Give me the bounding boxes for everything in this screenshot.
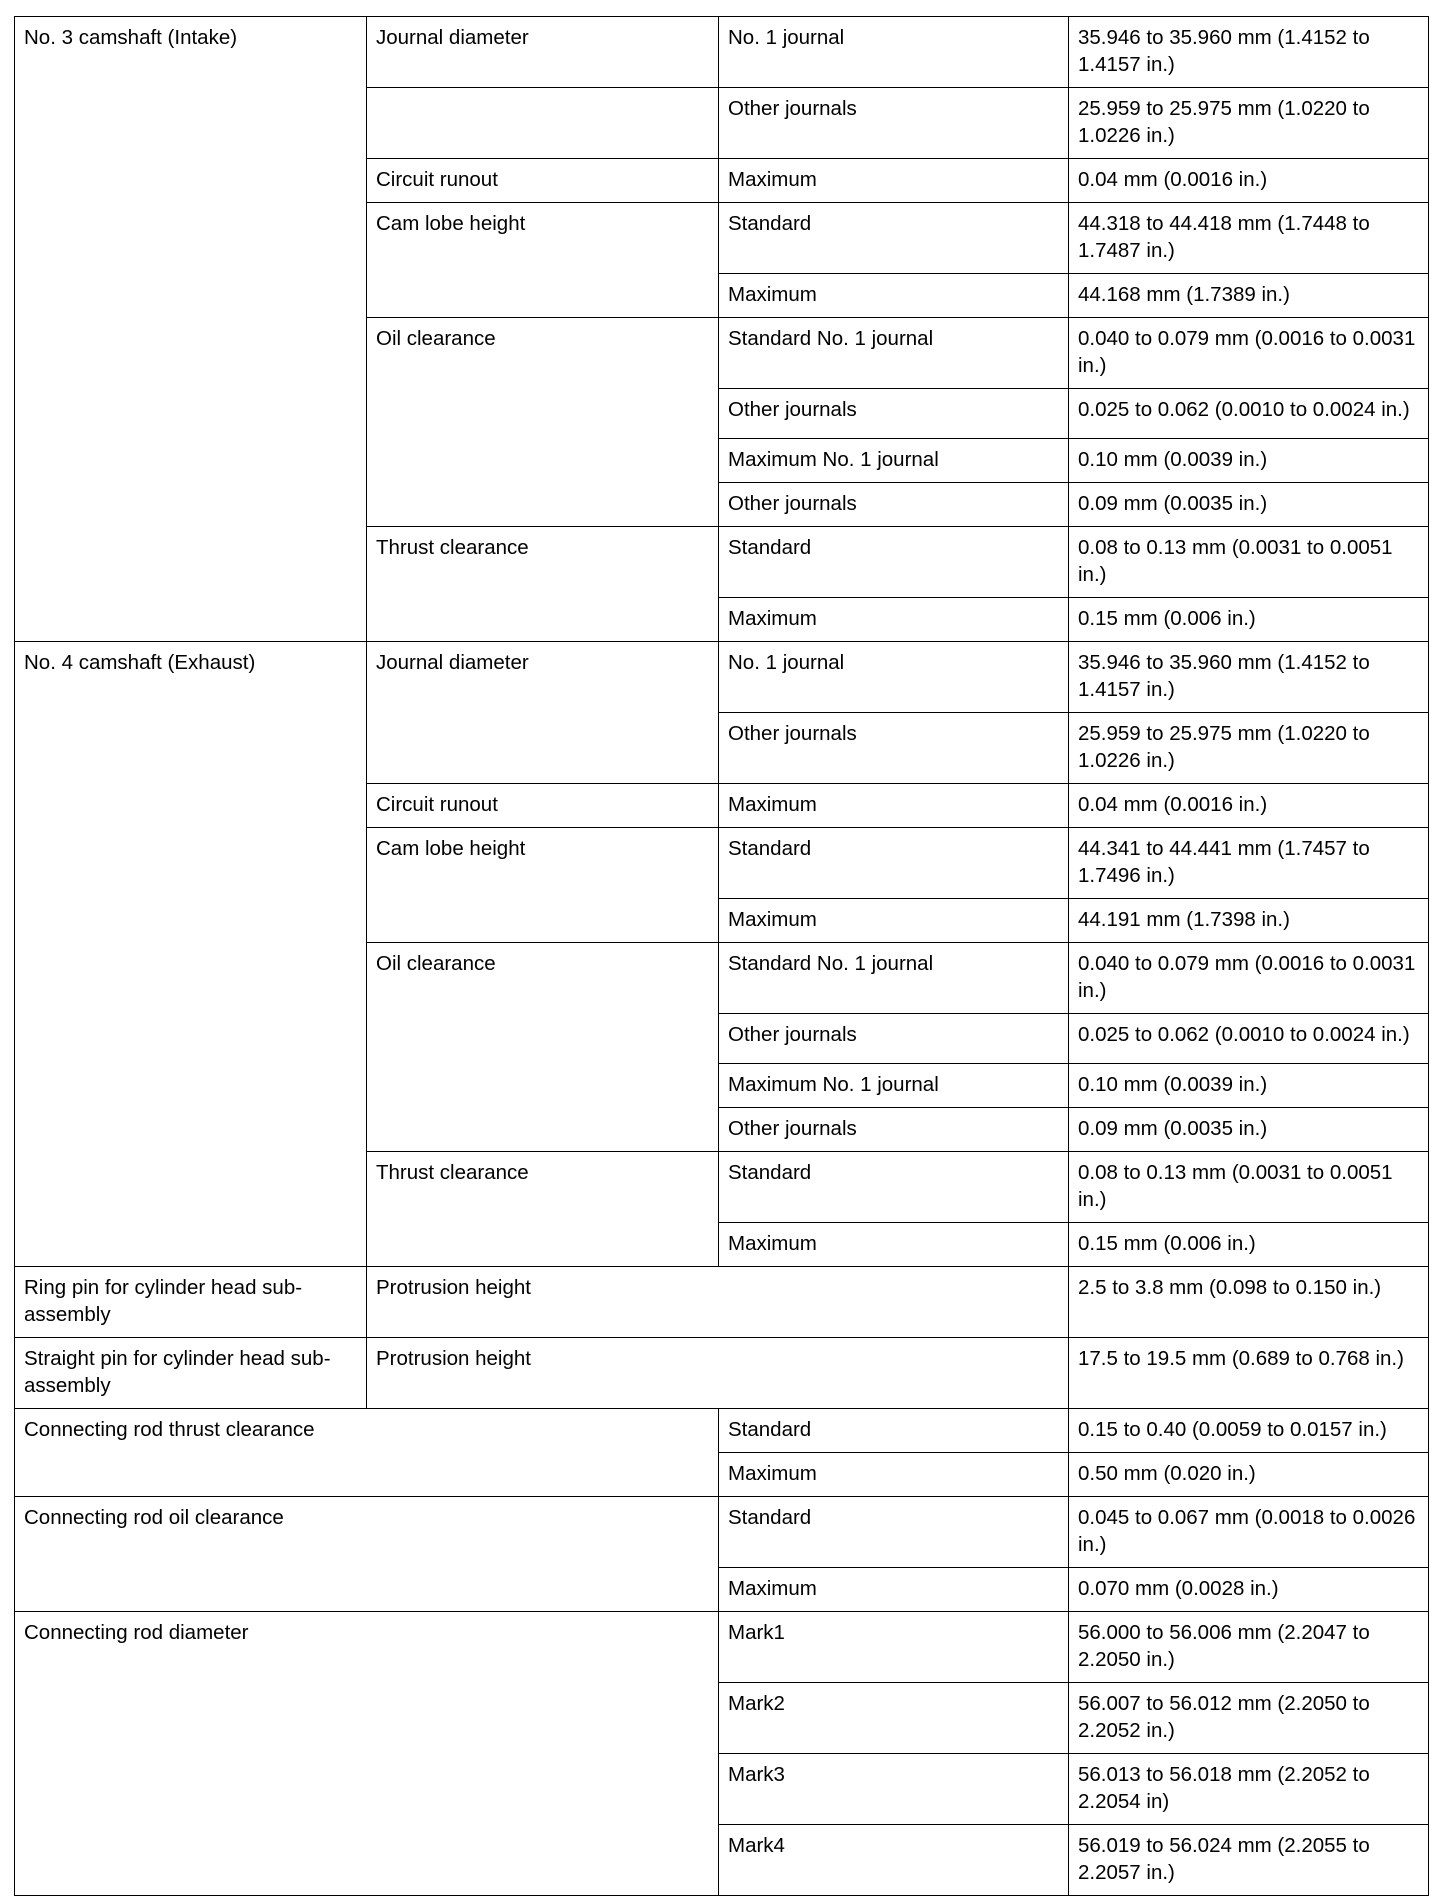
parameter-cell: Cam lobe height xyxy=(367,203,719,318)
condition-cell: Standard xyxy=(719,1409,1069,1453)
value-cell: 56.019 to 56.024 mm (2.2055 to 2.2057 in.) xyxy=(1069,1825,1429,1896)
condition-cell: Mark3 xyxy=(719,1754,1069,1825)
condition-cell: Standard xyxy=(719,1152,1069,1223)
table-row xyxy=(15,642,1429,713)
value-cell: 0.15 mm (0.006 in.) xyxy=(1069,598,1429,642)
item-cell: Ring pin for cylinder head sub-assembly xyxy=(15,1267,367,1338)
table-row xyxy=(15,1612,1429,1683)
condition-cell: Other journals xyxy=(719,483,1069,527)
value-cell: 0.025 to 0.062 (0.0010 to 0.0024 in.) xyxy=(1069,1014,1429,1064)
parameter-cell: Journal diameter xyxy=(367,17,719,88)
parameter-cell: Circuit runout xyxy=(367,159,719,203)
value-cell: 0.09 mm (0.0035 in.) xyxy=(1069,1108,1429,1152)
condition-cell: Maximum xyxy=(719,1568,1069,1612)
value-cell: 44.318 to 44.418 mm (1.7448 to 1.7487 in.) xyxy=(1069,203,1429,274)
value-cell: 17.5 to 19.5 mm (0.689 to 0.768 in.) xyxy=(1069,1338,1429,1409)
condition-cell: No. 1 journal xyxy=(719,642,1069,713)
parameter-cell: Oil clearance xyxy=(367,318,719,527)
item-cell: No. 3 camshaft (Intake) xyxy=(15,17,367,642)
condition-cell: Maximum xyxy=(719,784,1069,828)
condition-cell: Maximum xyxy=(719,598,1069,642)
condition-cell: Maximum No. 1 journal xyxy=(719,439,1069,483)
parameter-cell xyxy=(367,88,719,159)
value-cell: 2.5 to 3.8 mm (0.098 to 0.150 in.) xyxy=(1069,1267,1429,1338)
condition-cell: Standard xyxy=(719,828,1069,899)
item-cell: Straight pin for cylinder head sub-assembly xyxy=(15,1338,367,1409)
condition-cell: Maximum xyxy=(719,1223,1069,1267)
condition-cell: Maximum xyxy=(719,274,1069,318)
condition-cell: Other journals xyxy=(719,1108,1069,1152)
item-cell: No. 4 camshaft (Exhaust) xyxy=(15,642,367,1267)
condition-cell: Other journals xyxy=(719,1014,1069,1064)
value-cell: 35.946 to 35.960 mm (1.4152 to 1.4157 in.) xyxy=(1069,17,1429,88)
parameter-cell: Thrust clearance xyxy=(367,527,719,642)
condition-cell: Standard xyxy=(719,1497,1069,1568)
parameter-cell: Journal diameter xyxy=(367,642,719,784)
condition-cell: Other journals xyxy=(719,389,1069,439)
condition-cell: Maximum xyxy=(719,1453,1069,1497)
condition-cell: Mark1 xyxy=(719,1612,1069,1683)
table-row xyxy=(15,1267,1429,1338)
condition-cell: Standard xyxy=(719,527,1069,598)
item-cell: Connecting rod diameter xyxy=(15,1612,719,1896)
value-cell: 56.013 to 56.018 mm (2.2052 to 2.2054 in) xyxy=(1069,1754,1429,1825)
parameter-cell: Protrusion height xyxy=(367,1338,1069,1409)
condition-cell: Maximum xyxy=(719,159,1069,203)
value-cell: 0.08 to 0.13 mm (0.0031 to 0.0051 in.) xyxy=(1069,1152,1429,1223)
value-cell: 0.08 to 0.13 mm (0.0031 to 0.0051 in.) xyxy=(1069,527,1429,598)
value-cell: 35.946 to 35.960 mm (1.4152 to 1.4157 in.) xyxy=(1069,642,1429,713)
condition-cell: Mark4 xyxy=(719,1825,1069,1896)
value-cell: 0.070 mm (0.0028 in.) xyxy=(1069,1568,1429,1612)
table-row xyxy=(15,1409,1429,1453)
table-row xyxy=(15,17,1429,88)
parameter-cell: Thrust clearance xyxy=(367,1152,719,1267)
value-cell: 0.045 to 0.067 mm (0.0018 to 0.0026 in.) xyxy=(1069,1497,1429,1568)
condition-cell: Other journals xyxy=(719,713,1069,784)
spec-table xyxy=(14,16,1429,1896)
condition-cell: Other journals xyxy=(719,88,1069,159)
value-cell: 0.15 mm (0.006 in.) xyxy=(1069,1223,1429,1267)
condition-cell: Standard No. 1 journal xyxy=(719,943,1069,1014)
parameter-cell: Oil clearance xyxy=(367,943,719,1152)
value-cell: 0.50 mm (0.020 in.) xyxy=(1069,1453,1429,1497)
value-cell: 0.15 to 0.40 (0.0059 to 0.0157 in.) xyxy=(1069,1409,1429,1453)
value-cell: 0.10 mm (0.0039 in.) xyxy=(1069,439,1429,483)
value-cell: 0.040 to 0.079 mm (0.0016 to 0.0031 in.) xyxy=(1069,318,1429,389)
table-row xyxy=(15,1497,1429,1568)
value-cell: 56.007 to 56.012 mm (2.2050 to 2.2052 in.) xyxy=(1069,1683,1429,1754)
value-cell: 44.168 mm (1.7389 in.) xyxy=(1069,274,1429,318)
value-cell: 25.959 to 25.975 mm (1.0220 to 1.0226 in.) xyxy=(1069,713,1429,784)
condition-cell: Standard xyxy=(719,203,1069,274)
table-row xyxy=(15,1338,1429,1409)
value-cell: 44.341 to 44.441 mm (1.7457 to 1.7496 in.) xyxy=(1069,828,1429,899)
value-cell: 25.959 to 25.975 mm (1.0220 to 1.0226 in.) xyxy=(1069,88,1429,159)
condition-cell: No. 1 journal xyxy=(719,17,1069,88)
value-cell: 0.10 mm (0.0039 in.) xyxy=(1069,1064,1429,1108)
item-cell: Connecting rod thrust clearance xyxy=(15,1409,719,1497)
value-cell: 0.025 to 0.062 (0.0010 to 0.0024 in.) xyxy=(1069,389,1429,439)
value-cell: 0.04 mm (0.0016 in.) xyxy=(1069,159,1429,203)
condition-cell: Standard No. 1 journal xyxy=(719,318,1069,389)
condition-cell: Maximum No. 1 journal xyxy=(719,1064,1069,1108)
value-cell: 0.09 mm (0.0035 in.) xyxy=(1069,483,1429,527)
condition-cell: Mark2 xyxy=(719,1683,1069,1754)
parameter-cell: Cam lobe height xyxy=(367,828,719,943)
parameter-cell: Protrusion height xyxy=(367,1267,1069,1338)
value-cell: 0.04 mm (0.0016 in.) xyxy=(1069,784,1429,828)
parameter-cell: Circuit runout xyxy=(367,784,719,828)
item-cell: Connecting rod oil clearance xyxy=(15,1497,719,1612)
condition-cell: Maximum xyxy=(719,899,1069,943)
value-cell: 0.040 to 0.079 mm (0.0016 to 0.0031 in.) xyxy=(1069,943,1429,1014)
value-cell: 56.000 to 56.006 mm (2.2047 to 2.2050 in.) xyxy=(1069,1612,1429,1683)
value-cell: 44.191 mm (1.7398 in.) xyxy=(1069,899,1429,943)
